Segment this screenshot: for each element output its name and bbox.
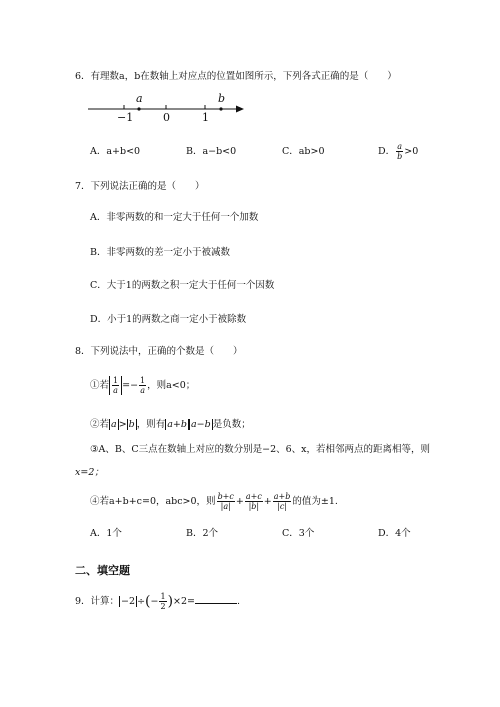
s1-abs-den: a <box>113 386 118 395</box>
axis-tick-label-neg1: −1 <box>117 111 134 124</box>
q7-option-a: A．非零两数的和一定大于任何一个加数 <box>90 212 259 223</box>
s1-abs-num: 1 <box>113 376 119 385</box>
q8-option-a: A．1个 <box>90 528 122 539</box>
q6-stem: 6．有理数a，b在数轴上对应点的位置如图所示，下列各式正确的是（ ） <box>75 71 397 82</box>
s2-suffix: 是负数； <box>212 419 251 430</box>
q8-stem: 8．下列说法中，正确的个数是（ ） <box>75 346 243 357</box>
q8-statement-3-cont: x=2； <box>75 467 104 478</box>
s4-f2-num: a+c <box>245 492 262 501</box>
section-title: 二、填空题 <box>75 564 130 577</box>
q6-option-d-prefix: D． <box>378 146 396 157</box>
s1-suffix: ，则a<0； <box>147 380 196 391</box>
q8-option-d: D．4个 <box>378 528 411 539</box>
q6-option-a: A．a+b<0 <box>90 146 141 157</box>
q9-num: 1 <box>160 592 166 601</box>
q9-answer-blank <box>195 594 237 604</box>
q7-stem: 7．下列说法正确的是（ ） <box>75 181 205 192</box>
q6-option-c: C．ab>0 <box>282 146 325 157</box>
q8-statement-4 <box>90 492 338 511</box>
q6-option-b: B．a−b<0 <box>186 146 237 157</box>
s4-f3-num: a+b <box>273 492 291 501</box>
q7-option-b: B．非零两数的差一定小于被减数 <box>90 247 230 258</box>
axis-label-a: a <box>136 92 143 105</box>
s4-plus1: + <box>235 496 244 507</box>
q9-den: 2 <box>160 602 166 611</box>
q8-statement-2 <box>90 419 251 431</box>
axis-tick-label-0: 0 <box>163 111 170 124</box>
s2-abs-diff: a−b <box>190 419 211 430</box>
s2-abs-sum: a+b <box>167 419 187 430</box>
q6-option-d-fraction <box>396 142 403 161</box>
q9: 9．计算： −2 ÷(− $\frac{1}{2}$ )×2= . <box>75 592 241 611</box>
s4-plus2: + <box>263 496 272 507</box>
q7-option-d: D．小于1的两数之商一定小于被除数 <box>90 314 247 325</box>
q9-times: ×2= <box>173 596 195 607</box>
axis-tick-label-1: 1 <box>202 111 209 124</box>
s2-abs-b: b <box>128 419 135 430</box>
s1-mid: =− <box>122 380 139 391</box>
q8-statement-3: ③A、B、C三点在数轴上对应的数分别是−2、6、x，若相邻两点的距离相等，则 <box>90 444 431 455</box>
s4-f2-den: |b| <box>248 502 260 511</box>
s2-gt: > <box>118 419 127 430</box>
s2-mid: ，则有 <box>136 419 166 430</box>
s1-den: a <box>140 386 145 395</box>
q6-d-num: a <box>397 142 403 151</box>
s4-f3-den: |c| <box>277 502 287 511</box>
q8-option-b: B．2个 <box>186 528 219 539</box>
q9-rparen: ) <box>167 593 174 610</box>
s1-prefix: ①若 <box>90 380 110 391</box>
s4-f1-den: |a| <box>220 502 231 511</box>
q6-d-den: b <box>397 152 403 161</box>
s1-abs <box>109 376 122 395</box>
s2-prefix: ②若 <box>90 419 110 430</box>
axis-label-b: b <box>218 92 226 105</box>
q6-option-d <box>378 142 418 161</box>
q9-div: ÷ <box>137 596 146 607</box>
s1-num: 1 <box>140 376 146 385</box>
axis-arrow <box>236 106 244 113</box>
q9-end: . <box>237 596 241 607</box>
s2-abs-a: a <box>111 419 117 430</box>
s4-prefix: ④若a+b+c=0，abc>0，则 <box>90 496 216 507</box>
s4-suffix: 的值为±1. <box>292 496 338 507</box>
q8-option-c: C．3个 <box>282 528 315 539</box>
q8-statement-1 <box>90 376 195 395</box>
point-b <box>219 107 222 110</box>
q6-option-d-suffix: >0 <box>404 146 419 157</box>
q9-prefix: 9．计算： <box>75 596 120 607</box>
s4-f1-num: b+c <box>217 492 234 501</box>
q9-abs: −2 <box>121 596 136 607</box>
point-a <box>137 107 140 110</box>
q7-option-c: C．大于1的两数之积一定大于任何一个因数 <box>90 280 275 291</box>
q9-lparen: ( <box>145 593 151 610</box>
